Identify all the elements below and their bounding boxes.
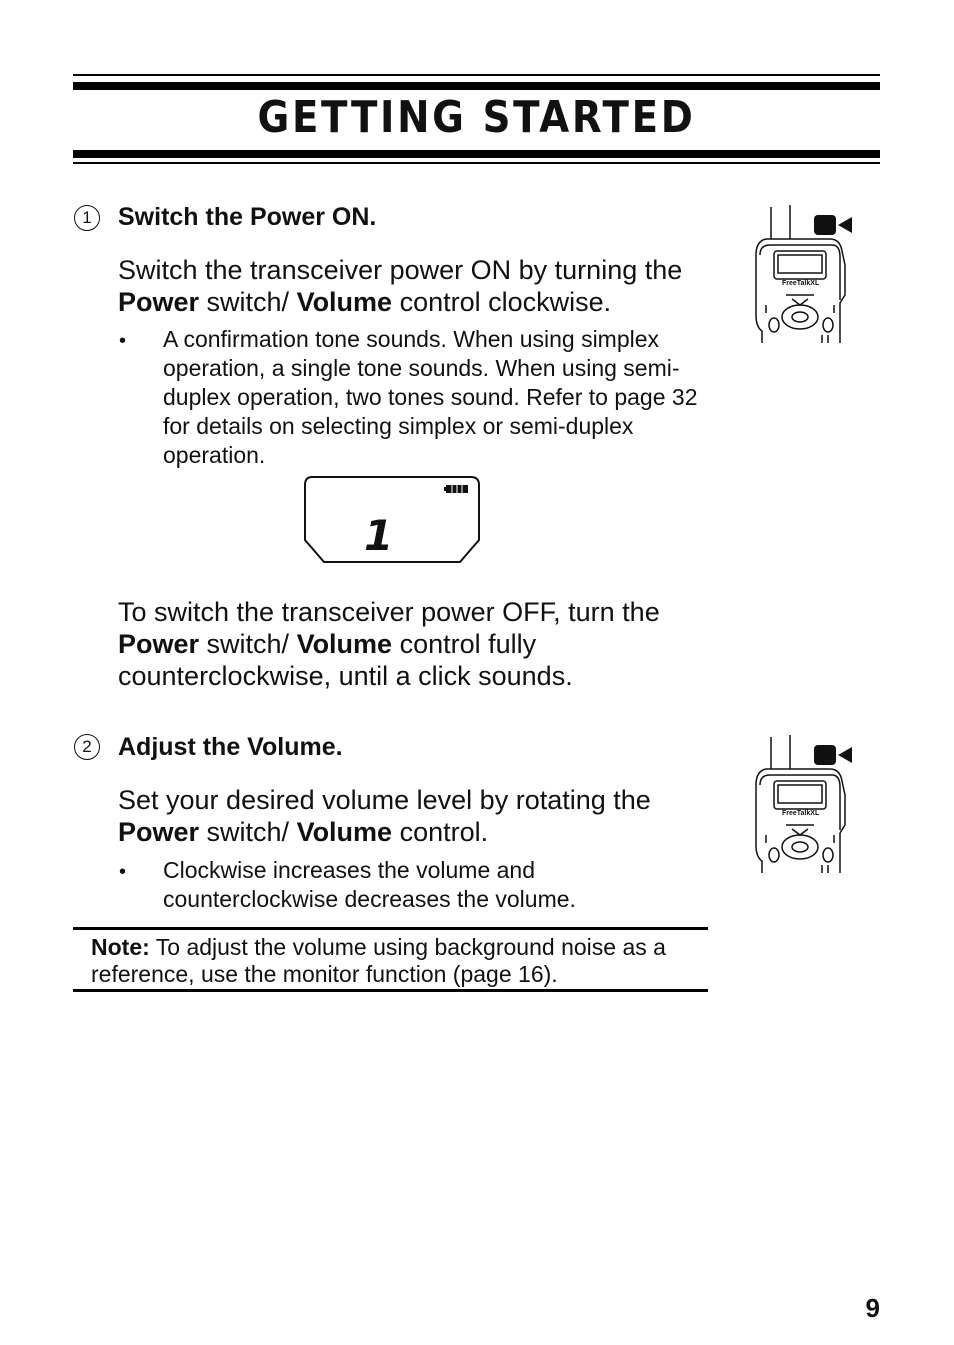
- volume-term: Volume: [296, 817, 393, 847]
- page-number: 9: [865, 1293, 880, 1323]
- power-term: Power: [118, 287, 200, 317]
- text: Switch the transceiver power ON by turning the: [118, 255, 683, 285]
- power-term: Power: [118, 817, 200, 847]
- text: Set your desired volume level by rotating the: [118, 785, 651, 815]
- radio-illustration-power-on: [752, 205, 857, 343]
- header-rule-bottom-thin: [73, 162, 880, 164]
- step-2-heading: Adjust the Volume.: [118, 733, 343, 761]
- step-1-paragraph: [118, 254, 708, 318]
- text: switch/: [199, 629, 297, 659]
- text: control clockwise.: [392, 287, 612, 317]
- header-rule-top-thin: [73, 74, 880, 76]
- page-title: GETTING STARTED: [257, 92, 696, 143]
- text: control fully counterclockwise, until a click sounds.: [118, 629, 573, 691]
- step-1-number: 1: [74, 205, 100, 231]
- battery-icon: [444, 485, 468, 493]
- lcd-display-illustration: [302, 476, 482, 566]
- volume-term: Volume: [296, 629, 393, 659]
- power-term: Power: [118, 629, 200, 659]
- text: control.: [392, 817, 489, 847]
- note-box: [73, 927, 708, 992]
- note-label: Note:: [91, 934, 150, 960]
- header-rule-top-thick: [73, 82, 880, 90]
- step-2-bullet: Clockwise increases the volume and counterclockwise decreases the volume.: [163, 857, 576, 912]
- bullet-mark: •: [119, 330, 127, 352]
- volume-term: Volume: [296, 287, 393, 317]
- step-1-power-off-paragraph: [118, 596, 718, 692]
- text: switch/: [199, 817, 297, 847]
- step-2-number: 2: [74, 734, 100, 760]
- radio-illustration-volume: [752, 735, 857, 873]
- step-2-paragraph: [118, 784, 718, 848]
- note-body: To adjust the volume using background noise as a reference, use the monitor function (page 16).: [91, 934, 666, 987]
- text: switch/: [199, 287, 297, 317]
- bullet-mark: •: [119, 861, 127, 883]
- channel-digit: 1: [364, 511, 394, 560]
- header-rule-bottom-thick: [73, 150, 880, 158]
- radio-brand-text: FreeTalkXL: [782, 810, 820, 817]
- step-1-heading: Switch the Power ON.: [118, 203, 377, 231]
- text: To switch the transceiver power OFF, turn the: [118, 597, 660, 627]
- note-text: [91, 934, 691, 988]
- radio-brand-text: FreeTalkXL: [782, 280, 820, 287]
- step-1-bullet: A confirmation tone sounds. When using simplex operation, a single tone sounds. When using semi-duplex operation, two tones sound. Refer to page 32 for details on selecting simplex or semi-duplex operation.: [163, 326, 698, 468]
